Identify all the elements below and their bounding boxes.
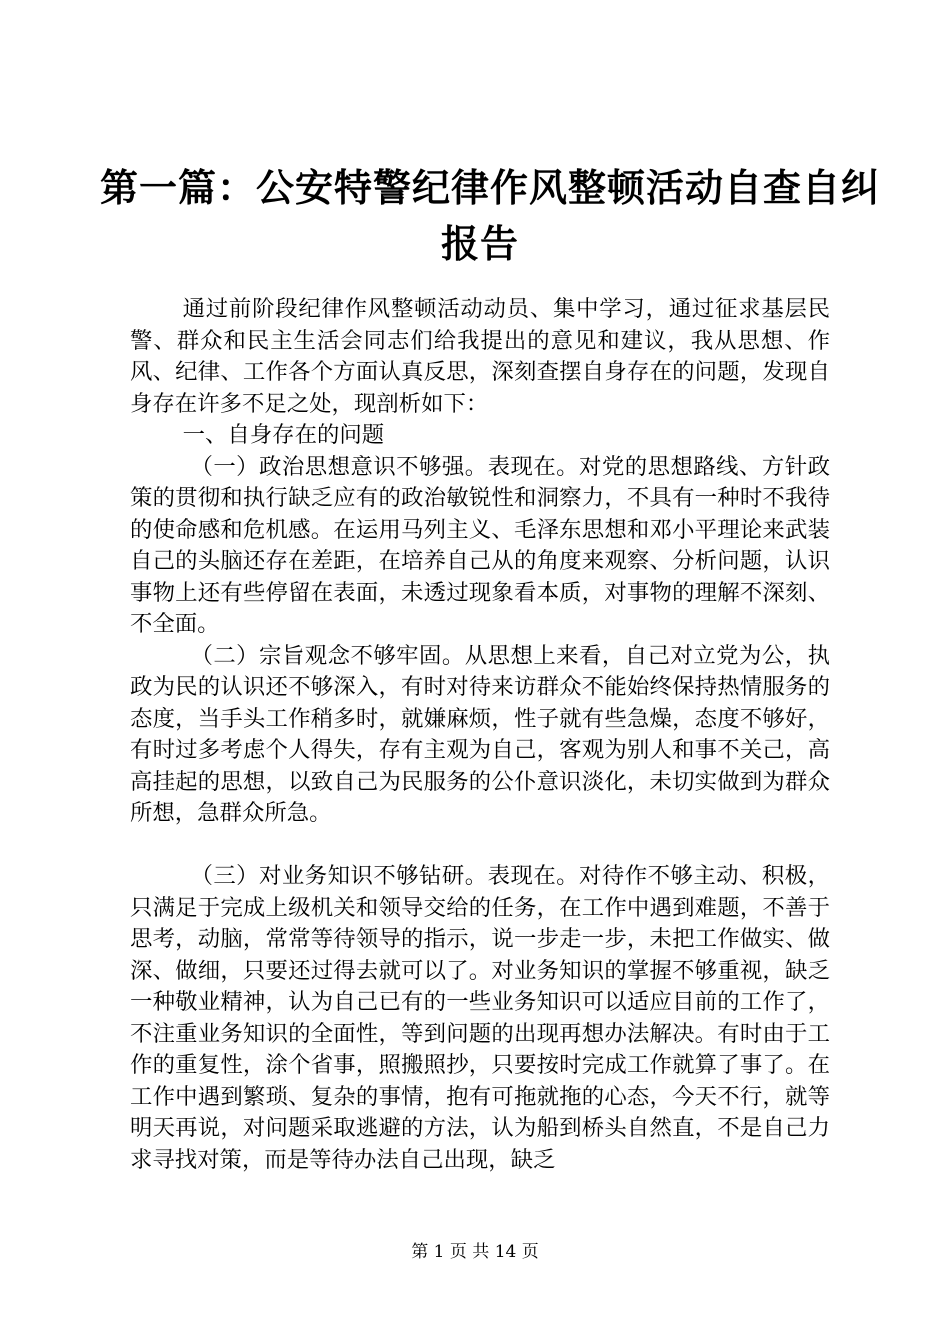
paragraph-item-1: （一）政治思想意识不够强。表现在。对党的思想路线、方针政策的贯彻和执行缺乏应有的政治敏锐性和洞察力，不具有一种时不我待的使命感和危机感。在运用马列主义、毛泽东思想和邓小平理论来武装自己的头脑还存在差距，在培养自己从的角度来观察、分析问题，认识事物上还有些停留在表面，未透过现象看本质，对事物的理解不深刻、不全面。: [130, 453, 830, 637]
document-title: [100, 160, 881, 272]
title-line-1: 第一篇：公安特警纪律作风整顿活动自查自纠: [100, 165, 881, 210]
intro-paragraph: 通过前阶段纪律作风整顿活动动员、集中学习，通过征求基层民警、群众和民主生活会同志们给我提出的意见和建议，我从思想、作风、纪律、工作各个方面认真反思，深刻查摆自身存在的问题，发现自身存在许多不足之处，现剖析如下：: [130, 296, 830, 417]
paragraph-item-3: （三）对业务知识不够钻研。表现在。对待作不够主动、积极，只满足于完成上级机关和领导交给的任务，在工作中遇到难题，不善于思考，动脑，常常等待领导的指示，说一步走一步，未把工作做实、做深、做细，只要还过得去就可以了。对业务知识的掌握不够重视，缺乏一种敬业精神，认为自己已有的一些业务知识可以适应目前的工作了，不注重业务知识的全面性，等到问题的出现再想办法解决。有时由于工作的重复性，涂个省事，照搬照抄，只要按时完成工作就算了事了。在工作中遇到繁琐、复杂的事情，抱有可拖就拖的心态，今天不行，就等明天再说，对问题采取逃避的方法，认为船到桥头自然直，不是自己力求寻找对策，而是等待办法自己出现，缺乏: [130, 863, 830, 1173]
page-footer: 第 1 页 共 14 页: [411, 1242, 539, 1262]
paragraph-spacer: [130, 830, 830, 862]
paragraph-item-2: （二）宗旨观念不够牢固。从思想上来看，自己对立党为公，执政为民的认识还不够深入，有时对待来访群众不能始终保持热情服务的态度，当手头工作稍多时，就嫌麻烦，性子就有些急燥，态度不够好，有时过多考虑个人得失，存有主观为自己，客观为别人和事不关己，高高挂起的思想，以致自己为民服务的公仆意识淡化，未切实做到为群众所想，急群众所急。: [130, 642, 830, 826]
document-body: [130, 294, 830, 1176]
section-heading: 一、自身存在的问题: [182, 422, 385, 448]
title-line-2: 报告: [440, 221, 519, 266]
